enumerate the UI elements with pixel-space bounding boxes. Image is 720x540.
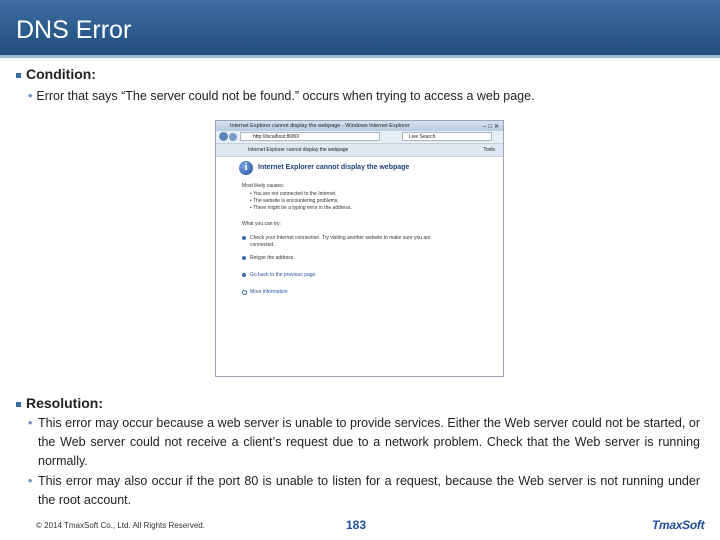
try-item: connected. [250, 242, 275, 248]
info-icon: i [239, 161, 253, 175]
page-number: 183 [346, 518, 367, 532]
bullet-icon [242, 273, 246, 277]
section-bullet-icon [16, 73, 21, 78]
resolution-bullet: • This error may also occur if the port 80 is unable to listen for a request, because the Web server is not running under the root account. [28, 474, 700, 507]
cause-item: • You are not connected to the Internet. [250, 191, 337, 197]
browser-tab: Internet Explorer cannot display the webpage [248, 147, 349, 153]
try-item: Retype the address. [250, 255, 295, 261]
copyright-text: © 2014 TmaxSoft Co., Ltd. All Rights Reserved. [36, 521, 205, 530]
browser-tools: Tools [483, 147, 495, 153]
bullet-dot-icon: • [28, 474, 33, 488]
more-info-link: More information [250, 289, 288, 295]
browser-address-bar [216, 131, 503, 144]
browser-title-bar [216, 121, 503, 131]
window-controls-icon: ‒□✕ [483, 124, 501, 130]
bullet-icon [242, 256, 246, 260]
bullet-icon [242, 236, 246, 240]
resolution-heading: Resolution: [16, 395, 103, 411]
cause-item: • There might be a typing error in the address. [250, 205, 352, 211]
browser-url: http://localhost:8080/ [240, 132, 380, 141]
slide-title: DNS Error [16, 16, 132, 44]
error-heading: Internet Explorer cannot display the webpage [258, 164, 410, 171]
causes-label: Most likely causes: [242, 183, 284, 189]
condition-bullet: • Error that says “The server could not be found.” occurs when trying to access a web page. [28, 89, 535, 103]
section-bullet-icon [16, 402, 21, 407]
back-icon [219, 132, 228, 141]
browser-window-title: Internet Explorer cannot display the webpage - Windows Internet Explorer [230, 123, 410, 129]
company-logo: TmaxSoft [652, 518, 705, 532]
forward-icon [229, 133, 237, 141]
bullet-dot-icon: • [28, 89, 33, 103]
browser-screenshot [215, 120, 504, 377]
browser-tab-bar [216, 144, 503, 157]
cause-item: • The website is encountering problems. [250, 198, 339, 204]
expand-icon [242, 290, 247, 295]
try-item-link: Go back to the previous page. [250, 272, 317, 278]
try-label: What you can try: [242, 221, 281, 227]
condition-heading: Condition: [16, 66, 96, 82]
title-bar [0, 0, 720, 58]
resolution-bullet: • This error may occur because a web server is unable to provide services. Either the Web server could not be started, or the Web server could not receive a client’s request due to a network problem. Check that the Web server is running normally. [28, 416, 700, 468]
try-item: Check your Internet connection. Try visiting another website to make sure you are [250, 235, 431, 241]
bullet-dot-icon: • [28, 416, 33, 430]
browser-search: Live Search [402, 132, 492, 141]
